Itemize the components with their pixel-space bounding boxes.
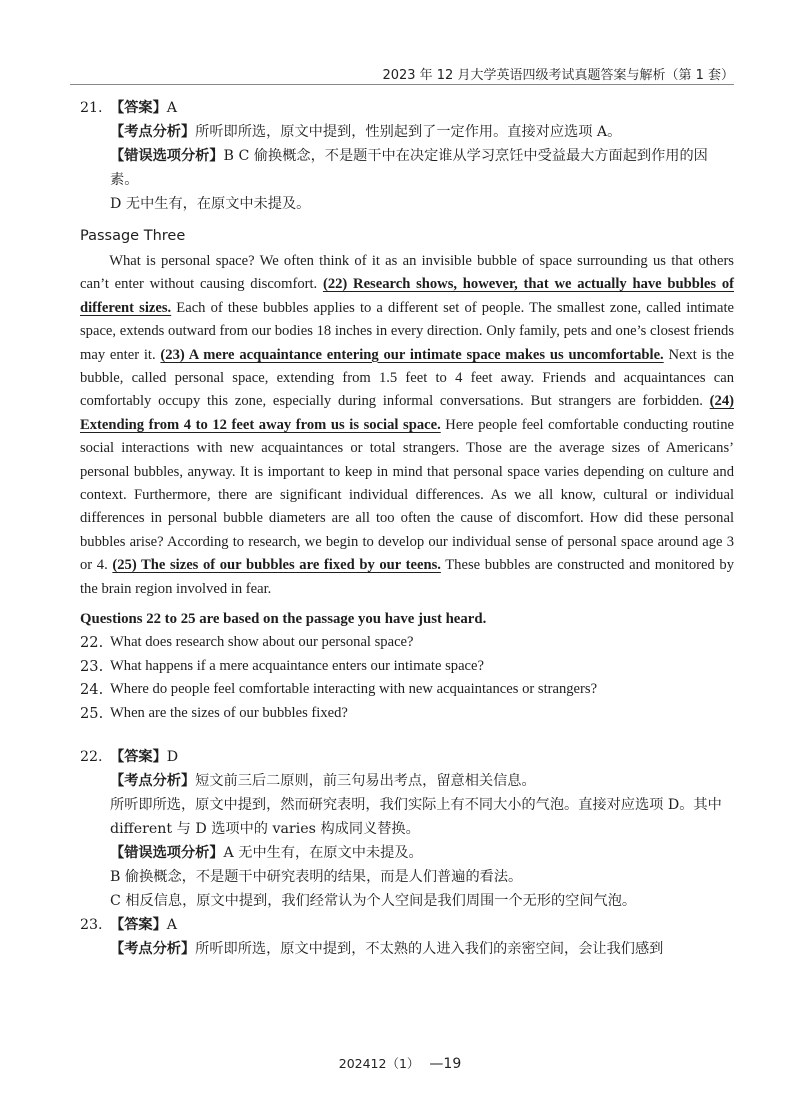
page-header-title: 2023 年 12 月大学英语四级考试真题答案与解析（第 1 套） <box>382 68 734 83</box>
q21-answer: A <box>166 100 178 116</box>
q22-answer-tag: 【答案】 <box>110 749 167 766</box>
page-content <box>80 96 734 961</box>
q22-analysis-tag: 【考点分析】 <box>110 773 196 790</box>
q21-wrong-2: D 无中生有，在原文中未提及。 <box>110 196 311 212</box>
q22-wrong-2: B 偷换概念，不是题干中研究表明的结果，而是人们普遍的看法。 <box>110 869 523 886</box>
q22-analysis-1: 短文前三后二原则，前三句易出考点，留意相关信息。 <box>195 773 536 790</box>
q23-block <box>80 913 734 961</box>
question-item <box>80 702 734 726</box>
question-text: When are the sizes of our bubbles fixed? <box>110 704 348 721</box>
q22-wrong-tag: 【错误选项分析】 <box>110 845 224 862</box>
q23-analysis: 所听即所选，原文中提到，不太熟的人进入我们的亲密空间，会让我们感到 <box>195 941 664 958</box>
passage-seg-2: Each of these bubbles applies to a different set of people. The smallest zone, called intimate space, extends outward from our bodies 18 inches in every direction. Only family, pets and one’s closest friends may enter it. <box>80 299 735 363</box>
passage-seg-3: Next is the bubble, called personal space, extending from 1.5 feet to 4 feet away. Friends and acquaintances can comfortably occupy this zone, especially during informal conversations. But strangers are forbidden. <box>80 346 734 410</box>
q21-block <box>80 96 734 216</box>
question-item <box>80 678 734 702</box>
q22-analysis-2: 所听即所选，原文中提到，然而研究表明，我们实际上有不同大小的气泡。直接对应选项 D。其中 different 与 D 选项中的 varies 构成同义替换。 <box>110 797 722 838</box>
question-item <box>80 655 734 679</box>
question-item <box>80 631 734 655</box>
q22-block <box>80 745 734 913</box>
q23-answer: A <box>166 917 178 934</box>
q23-number: 23. <box>80 917 103 934</box>
question-number: 22. <box>80 634 104 652</box>
page-number: —19 <box>429 1056 462 1072</box>
passage-seg-4: Here people feel comfortable conducting routine social interactions with new acquaintances or total strangers. Those are the average sizes of Americans’ personal bubbles, anyway. It is important to keep in mind that personal space varies depending on culture and context. Furthermore, there are significant individual differences. As we all know, cultural or individual differences in personal bubble diameters are all too often the cause of discomfort. How did these personal bubbles arise? According to research, we begin to develop our individual sense of personal space around age 3 or 4. <box>80 416 734 574</box>
q21-wrong-1: B C 偷换概念，不是题干中在决定谁从学习烹饪中受益最大方面起到作用的因素。 <box>110 148 708 188</box>
q21-number: 21. <box>80 100 103 116</box>
passage-seg-5: These bubbles are constructed and monitored by the brain region involved in fear. <box>80 557 734 597</box>
passage-text <box>80 250 734 601</box>
passage-seg-1: What is personal space? We often think of it as an invisible bubble of space surrounding us that others can’t enter without causing discomfort. <box>80 253 734 293</box>
question-text: Where do people feel comfortable interacting with new acquaintances or strangers? <box>110 681 598 698</box>
q21-answer-tag: 【答案】 <box>110 100 167 116</box>
q22-number: 22. <box>80 749 103 766</box>
q23-analysis-tag: 【考点分析】 <box>110 941 196 958</box>
questions-heading: Questions 22 to 25 are based on the passage you have just heard. <box>80 611 487 628</box>
q21-analysis: 所听即所选，原文中提到，性别起到了一定作用。直接对应选项 A。 <box>195 124 622 140</box>
passage-key-23: (23) A mere acquaintance entering our intimate space makes us uncomfortable. <box>160 346 664 363</box>
q21-wrong-tag: 【错误选项分析】 <box>110 148 224 164</box>
passage-key-22: (22) Research shows, however, that we actually have bubbles of different sizes. <box>80 276 734 316</box>
passage-title: Passage Three <box>80 228 186 244</box>
footer-code: 202412（1） <box>338 1056 420 1071</box>
question-number: 24. <box>80 681 104 699</box>
page-footer <box>0 1054 800 1072</box>
header-divider <box>70 84 734 85</box>
question-number: 25. <box>80 704 104 722</box>
question-number: 23. <box>80 657 104 675</box>
question-text: What happens if a mere acquaintance enters our intimate space? <box>110 657 484 674</box>
passage-key-25: (25) The sizes of our bubbles are fixed by our teens. <box>112 557 441 574</box>
passage-key-24: (24) Extending from 4 to 12 feet away from us is social space. <box>80 393 734 433</box>
q22-answer: D <box>166 749 179 766</box>
q23-answer-tag: 【答案】 <box>110 917 167 934</box>
question-text: What does research show about our personal space? <box>110 634 414 651</box>
q22-wrong-3: C 相反信息，原文中提到，我们经常认为个人空间是我们周围一个无形的空间气泡。 <box>110 893 637 910</box>
section-gap <box>80 725 734 745</box>
q21-analysis-tag: 【考点分析】 <box>110 124 196 140</box>
q22-wrong-1: A 无中生有，在原文中未提及。 <box>223 845 423 862</box>
